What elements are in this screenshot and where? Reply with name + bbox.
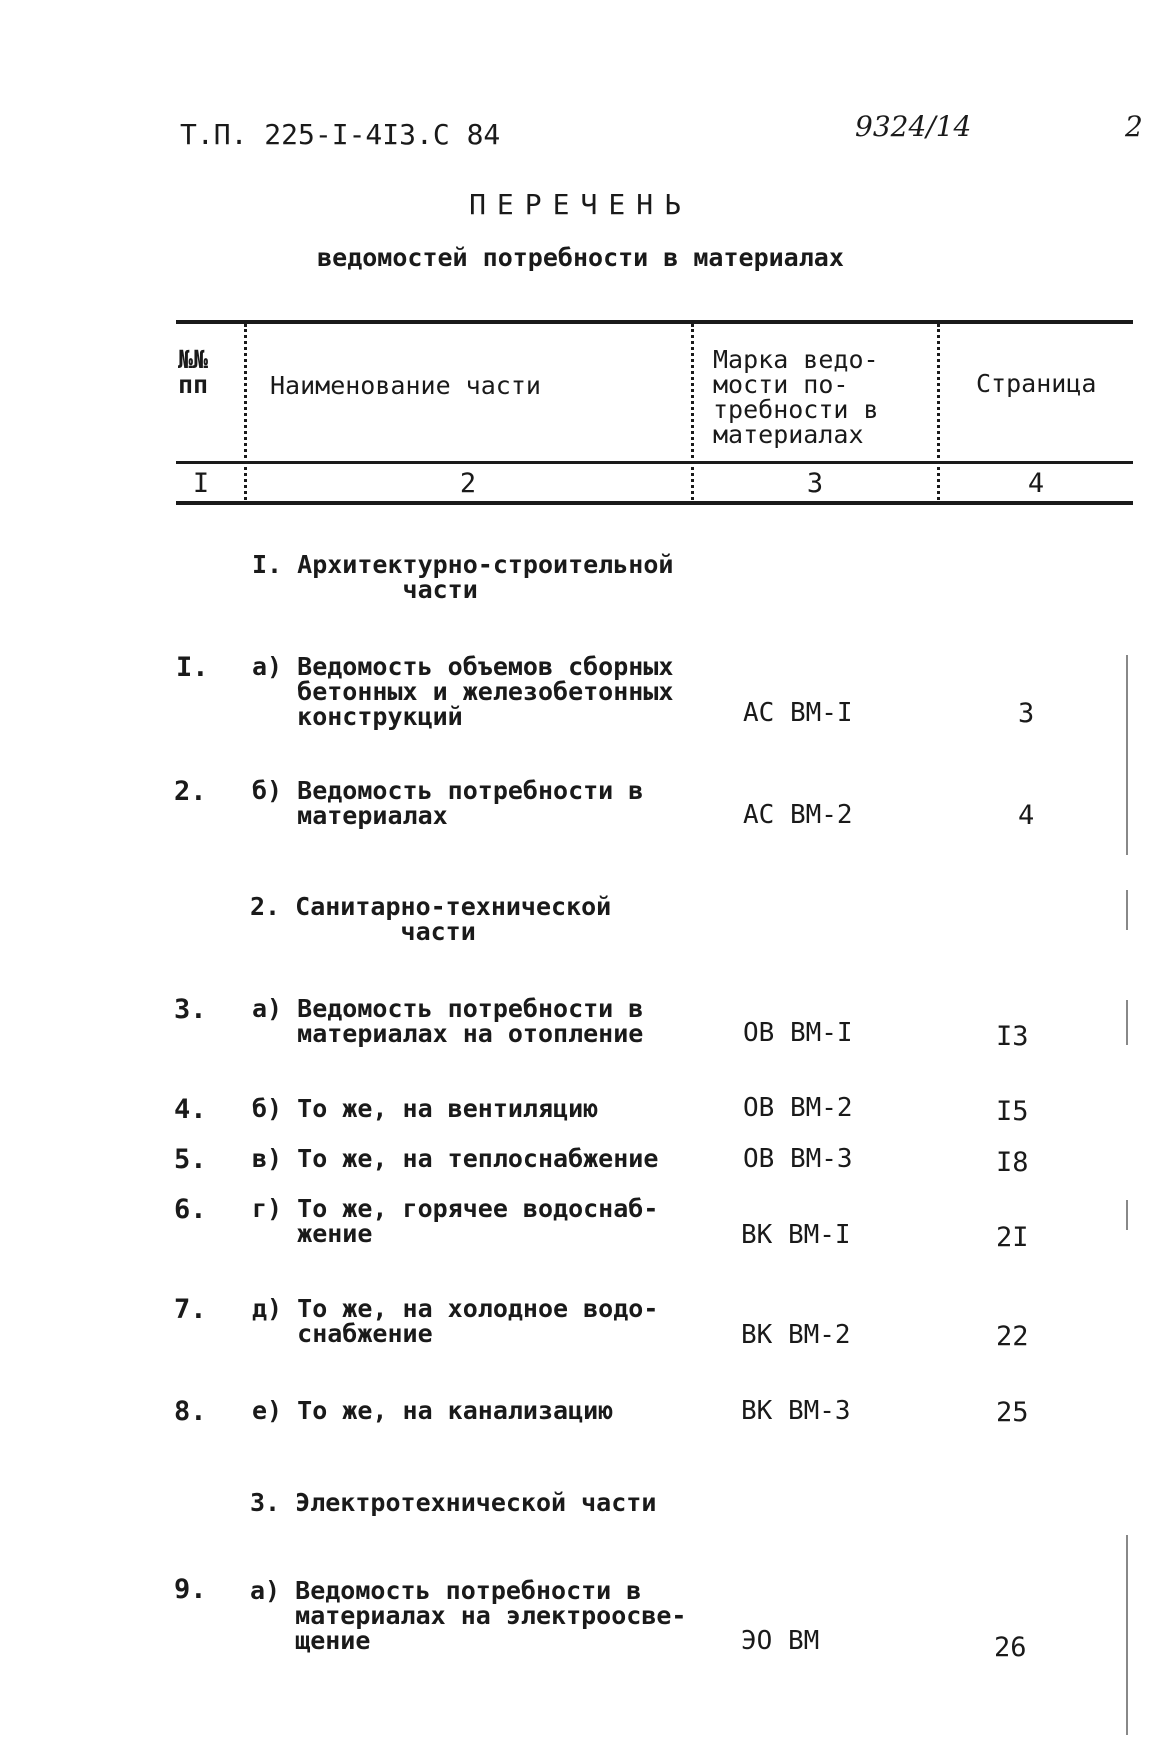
section-heading: I. Архитектурно-строительной части <box>252 550 674 604</box>
column-number: I <box>192 468 210 499</box>
document-code: Т.П. 225-I-4I3.С 84 <box>180 118 501 151</box>
row-mark: ВК ВМ-I <box>741 1220 851 1250</box>
row-number: 5. <box>174 1144 207 1175</box>
row-description: г) То же, горячее водоснаб- жение <box>252 1194 659 1248</box>
handwritten-number: 9324/14 <box>855 110 972 143</box>
column-number: 3 <box>806 468 824 499</box>
row-description: а) Ведомость потребности в материалах на электроосве- щение <box>250 1576 687 1655</box>
row-number: 9. <box>174 1574 207 1605</box>
row-number: 4. <box>174 1094 207 1125</box>
header-number: №№ пп <box>178 345 209 399</box>
table-top-rule <box>176 320 1133 324</box>
column-divider <box>691 324 694 500</box>
column-number: 4 <box>1027 468 1045 499</box>
row-number: 6. <box>174 1194 207 1225</box>
row-page: 2I <box>996 1222 1029 1253</box>
row-number: 8. <box>174 1396 207 1427</box>
row-description: в) То же, на теплоснабжение <box>252 1144 659 1173</box>
row-mark: АС ВМ-I <box>743 698 853 728</box>
row-page: 25 <box>996 1397 1029 1428</box>
row-page: I8 <box>996 1147 1029 1178</box>
row-mark: ЭО ВМ <box>741 1626 820 1656</box>
scan-edge-mark <box>1126 890 1128 930</box>
table-header-rule <box>176 461 1133 464</box>
row-number: 3. <box>174 994 207 1025</box>
header-page: Страница <box>976 369 1097 398</box>
row-description: б) То же, на вентиляцию <box>252 1094 599 1123</box>
row-page: 26 <box>994 1632 1027 1663</box>
row-page: 3 <box>1018 698 1035 729</box>
row-number: 2. <box>174 776 207 807</box>
column-divider <box>937 324 940 500</box>
row-page: I5 <box>996 1096 1029 1127</box>
row-mark: ВК ВМ-3 <box>741 1396 851 1426</box>
page-subtitle: ведомостей потребности в материалах <box>317 243 844 272</box>
page-title: ПЕРЕЧЕНЬ <box>469 188 692 221</box>
scan-edge-mark <box>1126 655 1128 855</box>
header-mark: Марка ведо- мости по- требности в материалах <box>713 345 879 449</box>
row-mark: ОВ ВМ-I <box>743 1018 853 1048</box>
page-number: 2 <box>1125 110 1143 143</box>
row-mark: ОВ ВМ-3 <box>743 1144 853 1174</box>
column-number: 2 <box>459 468 477 499</box>
row-mark: ВК ВМ-2 <box>741 1320 851 1350</box>
scan-edge-mark <box>1126 1535 1128 1735</box>
row-mark: ОВ ВМ-2 <box>743 1093 853 1123</box>
row-page: I3 <box>996 1021 1029 1052</box>
scan-edge-mark <box>1126 1200 1128 1230</box>
row-page: 4 <box>1018 800 1035 831</box>
row-page: 22 <box>996 1321 1029 1352</box>
scan-edge-mark <box>1126 1000 1128 1045</box>
row-description: б) Ведомость потребности в материалах <box>252 776 644 830</box>
row-number: I. <box>176 652 209 683</box>
column-divider <box>244 324 247 500</box>
row-description: а) Ведомость потребности в материалах на отопление <box>252 994 644 1048</box>
header-part-name: Наименование части <box>270 371 541 400</box>
row-description: е) То же, на канализацию <box>252 1396 614 1425</box>
row-number: 7. <box>174 1294 207 1325</box>
row-description: а) Ведомость объемов сборных бетонных и железобетонных конструкций <box>252 652 674 731</box>
section-heading: 2. Санитарно-технической части <box>250 892 612 946</box>
row-mark: АС ВМ-2 <box>743 800 853 830</box>
table-bottom-rule <box>176 501 1133 505</box>
section-heading: 3. Электротехнической части <box>250 1488 657 1517</box>
row-description: д) То же, на холодное водо- снабжение <box>252 1294 659 1348</box>
